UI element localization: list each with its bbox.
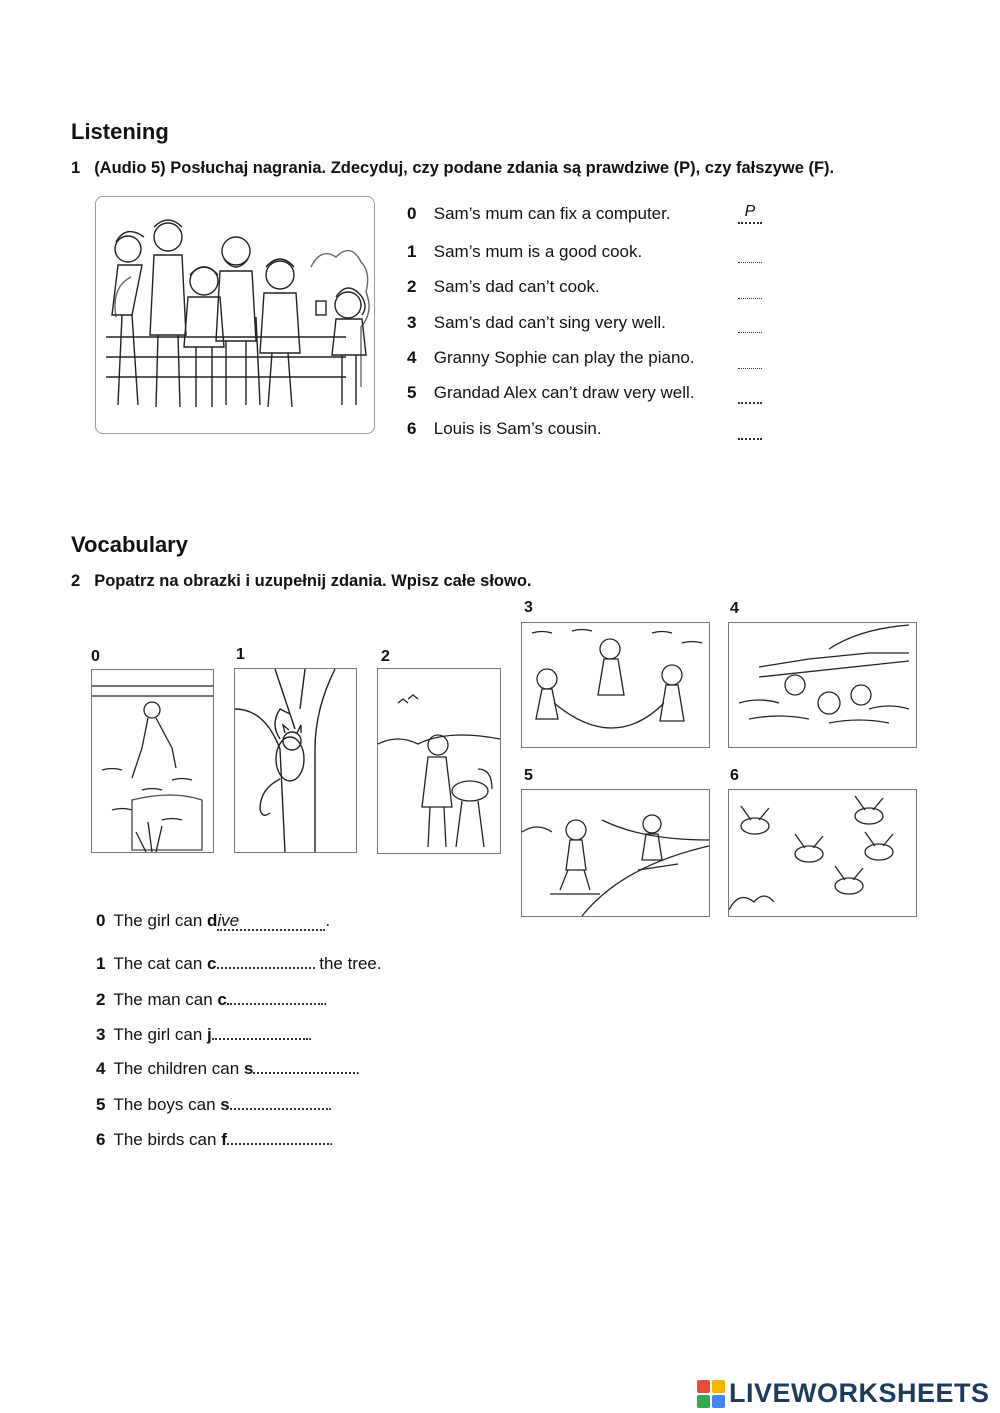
tf-item-1: 1 Sam’s mum is a good cook. bbox=[407, 242, 643, 261]
sentence-6: 6 The birds can f . bbox=[96, 1125, 334, 1150]
family-drawing bbox=[96, 197, 374, 433]
picture-fly bbox=[728, 789, 917, 917]
sentence-3: 3 The girl can j . bbox=[96, 1020, 312, 1045]
picture-label-1: 1 bbox=[236, 646, 245, 663]
picture-label-2: 2 bbox=[381, 648, 390, 665]
listening-instruction bbox=[71, 159, 834, 178]
answer-3[interactable] bbox=[212, 1020, 308, 1040]
picture-jump bbox=[521, 622, 710, 748]
answer-1[interactable] bbox=[217, 949, 315, 969]
climb-drawing bbox=[235, 669, 356, 852]
jump-drawing bbox=[522, 623, 709, 747]
tf-item-4: 4 Granny Sophie can play the piano. bbox=[407, 348, 695, 367]
picture-skate bbox=[521, 789, 710, 917]
picture-label-0: 0 bbox=[91, 648, 100, 665]
skate-drawing bbox=[522, 790, 709, 916]
fly-drawing bbox=[729, 790, 916, 916]
tf-answer-2[interactable] bbox=[738, 280, 762, 299]
tf-item-5: 5 Grandad Alex can’t draw very well. bbox=[407, 383, 695, 402]
picture-cook bbox=[377, 668, 501, 854]
picture-label-4: 4 bbox=[730, 600, 739, 617]
picture-climb bbox=[234, 668, 357, 853]
sentence-4: 4 The children can s . bbox=[96, 1054, 360, 1079]
listening-title: Listening bbox=[71, 119, 169, 144]
sentence-5: 5 The boys can s . bbox=[96, 1090, 332, 1115]
sentence-2: 2 The man can c . bbox=[96, 985, 328, 1010]
vocabulary-instruction bbox=[71, 572, 532, 591]
dive-drawing bbox=[92, 670, 213, 852]
instruction-text: Popatrz na obrazki i uzupełnij zdania. Wpisz całe słowo. bbox=[94, 572, 532, 590]
tf-answer-0: P bbox=[738, 204, 762, 224]
tf-answer-5[interactable] bbox=[738, 384, 762, 404]
answer-2[interactable] bbox=[227, 985, 323, 1005]
picture-dive bbox=[91, 669, 214, 853]
picture-swim bbox=[728, 622, 917, 748]
logo-text: LIVEWORKSHEETS bbox=[729, 1378, 990, 1408]
liveworksheets-logo[interactable] bbox=[697, 1378, 990, 1409]
cook-drawing bbox=[378, 669, 500, 853]
answer-0: ive bbox=[217, 911, 325, 931]
tf-answer-4[interactable] bbox=[738, 350, 762, 369]
picture-label-3: 3 bbox=[524, 599, 533, 616]
sentence-1: 1 The cat can c the tree. bbox=[96, 949, 382, 974]
tf-answer-6[interactable] bbox=[738, 420, 762, 440]
instruction-text: (Audio 5) Posłuchaj nagrania. Zdecyduj, czy podane zdania są prawdziwe (P), czy fałszywe (F). bbox=[94, 159, 835, 177]
picture-label-6: 6 bbox=[730, 767, 739, 784]
answer-5[interactable] bbox=[230, 1090, 328, 1110]
sentence-0: 0 The girl can dive . bbox=[96, 911, 331, 930]
instruction-number: 2 bbox=[71, 572, 81, 590]
tf-item-0: 0 Sam’s mum can fix a computer. bbox=[407, 204, 671, 223]
vocabulary-title: Vocabulary bbox=[71, 532, 188, 557]
family-illustration bbox=[95, 196, 375, 434]
answer-4[interactable] bbox=[253, 1054, 355, 1074]
instruction-number: 1 bbox=[71, 159, 81, 177]
answer-6[interactable] bbox=[227, 1125, 329, 1145]
logo-icon bbox=[697, 1380, 725, 1408]
swim-drawing bbox=[729, 623, 916, 747]
tf-item-2: 2 Sam’s dad can’t cook. bbox=[407, 277, 600, 296]
tf-answer-3[interactable] bbox=[738, 314, 762, 333]
tf-answer-1[interactable] bbox=[738, 244, 762, 263]
tf-item-3: 3 Sam’s dad can’t sing very well. bbox=[407, 313, 666, 332]
tf-item-6: 6 Louis is Sam’s cousin. bbox=[407, 419, 602, 438]
picture-label-5: 5 bbox=[524, 767, 533, 784]
